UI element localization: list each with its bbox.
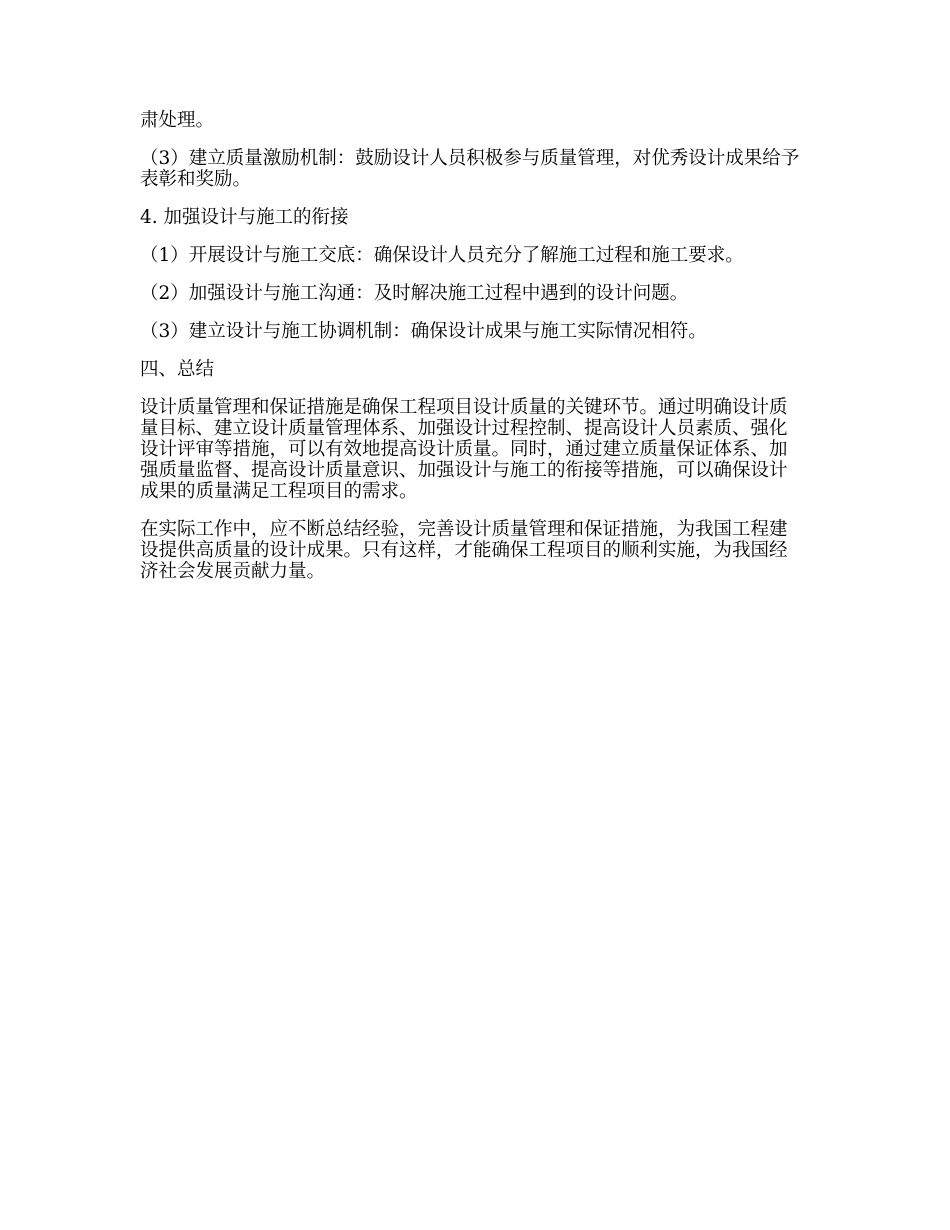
paragraph-design-briefing: （1）开展设计与施工交底：确保设计人员充分了解施工过程和施工要求。 xyxy=(140,245,744,266)
paragraph-coordination-mechanism: （3）建立设计与施工协调机制：确保设计成果与施工实际情况相符。 xyxy=(140,321,707,342)
section-heading-design-construction: 4. 加强设计与施工的衔接 xyxy=(140,207,349,228)
paragraph-design-communication: （2）加强设计与施工沟通：及时解决施工过程中遇到的设计问题。 xyxy=(140,283,689,304)
paragraph-summary-closing: 在实际工作中，应不断总结经验，完善设计质量管理和保证措施，为我国工程建设提供高质量的设计成果。只有这样，才能确保工程项目的顺利实施，为我国经济社会发展贡献力量。 xyxy=(140,519,788,582)
paragraph-continuation: 肃处理。 xyxy=(140,110,215,131)
paragraph-summary-main: 设计质量管理和保证措施是确保工程项目设计质量的关键环节。通过明确设计质量目标、建立设计质量管理体系、加强设计过程控制、提高设计人员素质、强化设计评审等措施，可以有效地提高设计质量。同时，通过建立质量保证体系、加强质量监督、提高设计质量意识、加强设计与施工的衔接等措施，可以确保设计成果的质量满足工程项目的需求。 xyxy=(140,397,788,502)
document-body xyxy=(140,110,805,599)
section-heading-summary: 四、总结 xyxy=(140,359,215,380)
paragraph-quality-incentive: （3）建立质量激励机制：鼓励设计人员积极参与质量管理，对优秀设计成果给予表彰和奖励。 xyxy=(140,148,800,190)
